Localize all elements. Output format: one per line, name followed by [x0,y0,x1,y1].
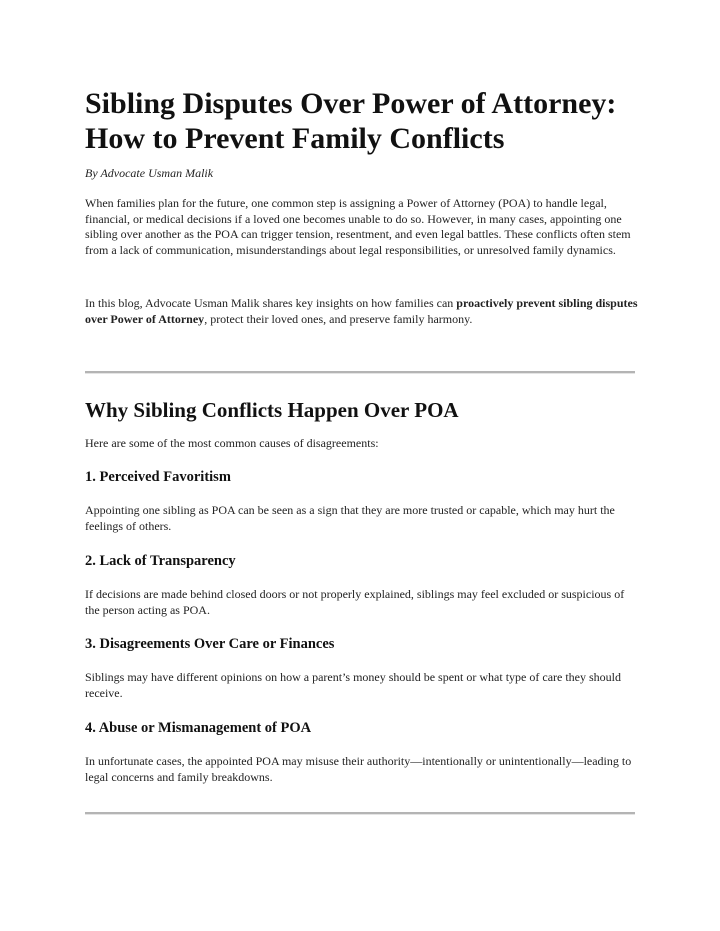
author-byline: By Advocate Usman Malik [85,166,214,180]
section-lead: Here are some of the most common causes of disagreements: [85,436,379,450]
article-title: Sibling Disputes Over Power of Attorney: How to Prevent Family Conflicts [85,87,617,155]
intro-paragraph: When families plan for the future, one common step is assigning a Power of Attorney (POA) to handle legal, financial, or medical decisions if a loved one becomes unable to do so. However, in many cases, appointing one sibling over another as the POA can trigger tension, resentment, and even legal battles. These conflicts often stem from a lack of communication, misunderstandings about legal responsibilities, or unresolved family dynamics. [85,196,631,257]
blog-summary-paragraph [85,296,641,327]
section-divider [85,812,635,815]
blog-summary-text-end: , protect their loved ones, and preserve family harmony. [204,311,473,326]
blog-summary-text: In this blog, Advocate Usman Malik shares key insights on how families can [85,296,457,310]
cause-text: In unfortunate cases, the appointed POA may misuse their authority—intentionally or unintentionally—leading to legal concerns and family breakdowns. [85,754,632,784]
cause-heading: 1. Perceived Favoritism [85,469,231,485]
blog-summary-emphasis: proactively prevent sibling disputes over Power of Attorney [85,296,638,326]
section-heading: Why Sibling Conflicts Happen Over POA [85,398,459,422]
cause-text: If decisions are made behind closed doors or not properly explained, siblings may feel excluded or suspicious of the person acting as POA. [85,587,625,617]
section-divider [85,371,635,374]
cause-text: Siblings may have different opinions on how a parent’s money should be spent or what type of care they should receive. [85,670,622,700]
cause-heading: 3. Disagreements Over Care or Finances [85,636,335,652]
cause-text: Appointing one sibling as POA can be seen as a sign that they are more trusted or capable, which may hurt the feelings of others. [85,503,615,533]
cause-heading: 2. Lack of Transparency [85,553,236,569]
cause-heading: 4. Abuse or Mismanagement of POA [85,720,312,736]
